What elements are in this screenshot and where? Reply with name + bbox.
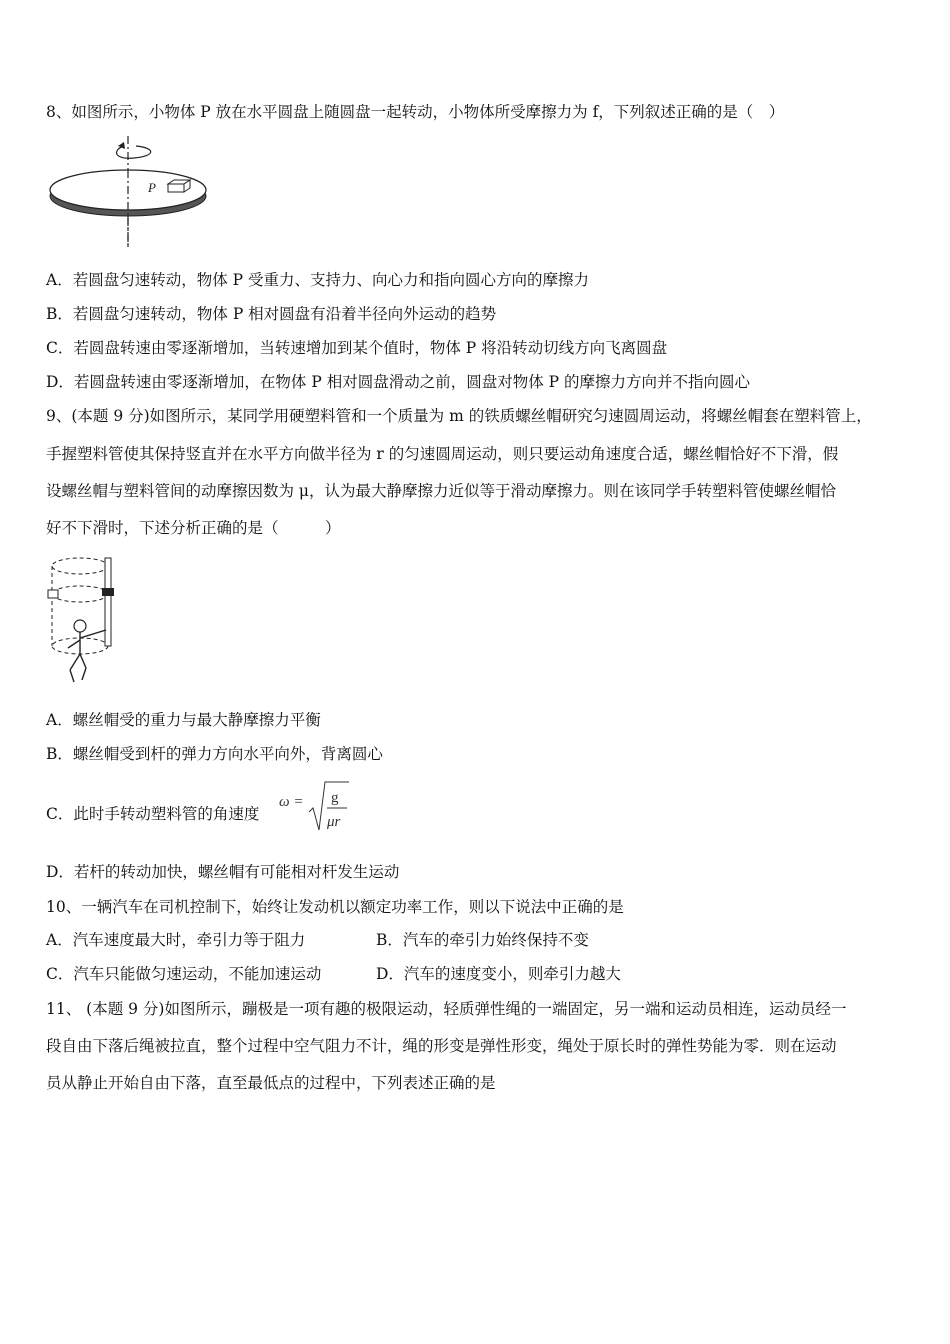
- q9-stem-line-3: 设螺丝帽与塑料管间的动摩擦因数为 μ，认为最大静摩擦力近似等于滑动摩擦力。则在该同学手转塑料管使螺丝帽恰: [46, 482, 837, 500]
- q8-option-a[interactable]: A．若圆盘匀速转动，物体 P 受重力、支持力、向心力和指向圆心方向的摩擦力: [46, 271, 589, 289]
- disc-label-p: P: [148, 180, 156, 195]
- formula-denominator: μr: [327, 814, 341, 830]
- q9-option-c[interactable]: C．此时手转动塑料管的角速度: [46, 805, 260, 823]
- formula-lhs: ω =: [279, 794, 304, 810]
- q11-stem-line-3: 员从静止开始自由下落，直至最低点的过程中，下列表述正确的是: [46, 1074, 496, 1092]
- q9-stem-line-1: 9、(本题 9 分)如图所示，某同学用硬塑料管和一个质量为 m 的铁质螺丝帽研究匀速圆周运动，将螺丝帽套在塑料管上，: [46, 407, 872, 425]
- q8-option-b[interactable]: B．若圆盘匀速转动，物体 P 相对圆盘有沿着半径向外运动的趋势: [46, 305, 497, 323]
- q8-stem: 8、如图所示，小物体 P 放在水平圆盘上随圆盘一起转动，小物体所受摩擦力为 f，下列叙述正确的是（ ）: [46, 103, 785, 121]
- q10-option-c[interactable]: C．汽车只能做匀速运动，不能加速运动: [46, 965, 322, 983]
- q11-stem-line-2: 段自由下落后绳被拉直，整个过程中空气阻力不计，绳的形变是弹性形变，绳处于原长时的弹性势能为零．则在运动: [46, 1037, 837, 1055]
- rotating-disc-figure: [44, 134, 214, 249]
- q9-stem-line-4: 好不下滑时，下述分析正确的是（ ）: [46, 519, 341, 537]
- q10-option-a[interactable]: A．汽车速度最大时，牵引力等于阻力: [46, 931, 306, 949]
- q10-option-b[interactable]: B．汽车的牵引力始终保持不变: [376, 931, 589, 949]
- angular-velocity-formula: [279, 778, 351, 839]
- q9-stem-line-2: 手握塑料管使其保持竖直并在水平方向做半径为 r 的匀速圆周运动，则只要运动角速度合适，螺丝帽恰好不下滑，假: [46, 445, 839, 463]
- formula-numerator: g: [331, 790, 339, 806]
- q9-option-d[interactable]: D．若杆的转动加快，螺丝帽有可能相对杆发生运动: [46, 863, 400, 881]
- q11-stem-line-1: 11、 (本题 9 分)如图所示，蹦极是一项有趣的极限运动，轻质弹性绳的一端固定，另一端和运动员相连，运动员经一: [46, 1000, 847, 1018]
- q8-option-c[interactable]: C．若圆盘转速由零逐渐增加，当转速增加到某个值时，物体 P 将沿转动切线方向飞离圆盘: [46, 339, 668, 357]
- q9-option-a[interactable]: A．螺丝帽受的重力与最大静摩擦力平衡: [46, 711, 321, 729]
- q8-option-d[interactable]: D．若圆盘转速由零逐渐增加，在物体 P 相对圆盘滑动之前，圆盘对物体 P 的摩擦力方向并不指向圆心: [46, 373, 750, 391]
- spinning-tube-figure: [44, 554, 124, 688]
- q10-stem: 10、一辆汽车在司机控制下，始终让发动机以额定功率工作，则以下说法中正确的是: [46, 898, 624, 916]
- q9-option-b[interactable]: B．螺丝帽受到杆的弹力方向水平向外，背离圆心: [46, 745, 383, 763]
- q10-option-d[interactable]: D．汽车的速度变小，则牵引力越大: [376, 965, 621, 983]
